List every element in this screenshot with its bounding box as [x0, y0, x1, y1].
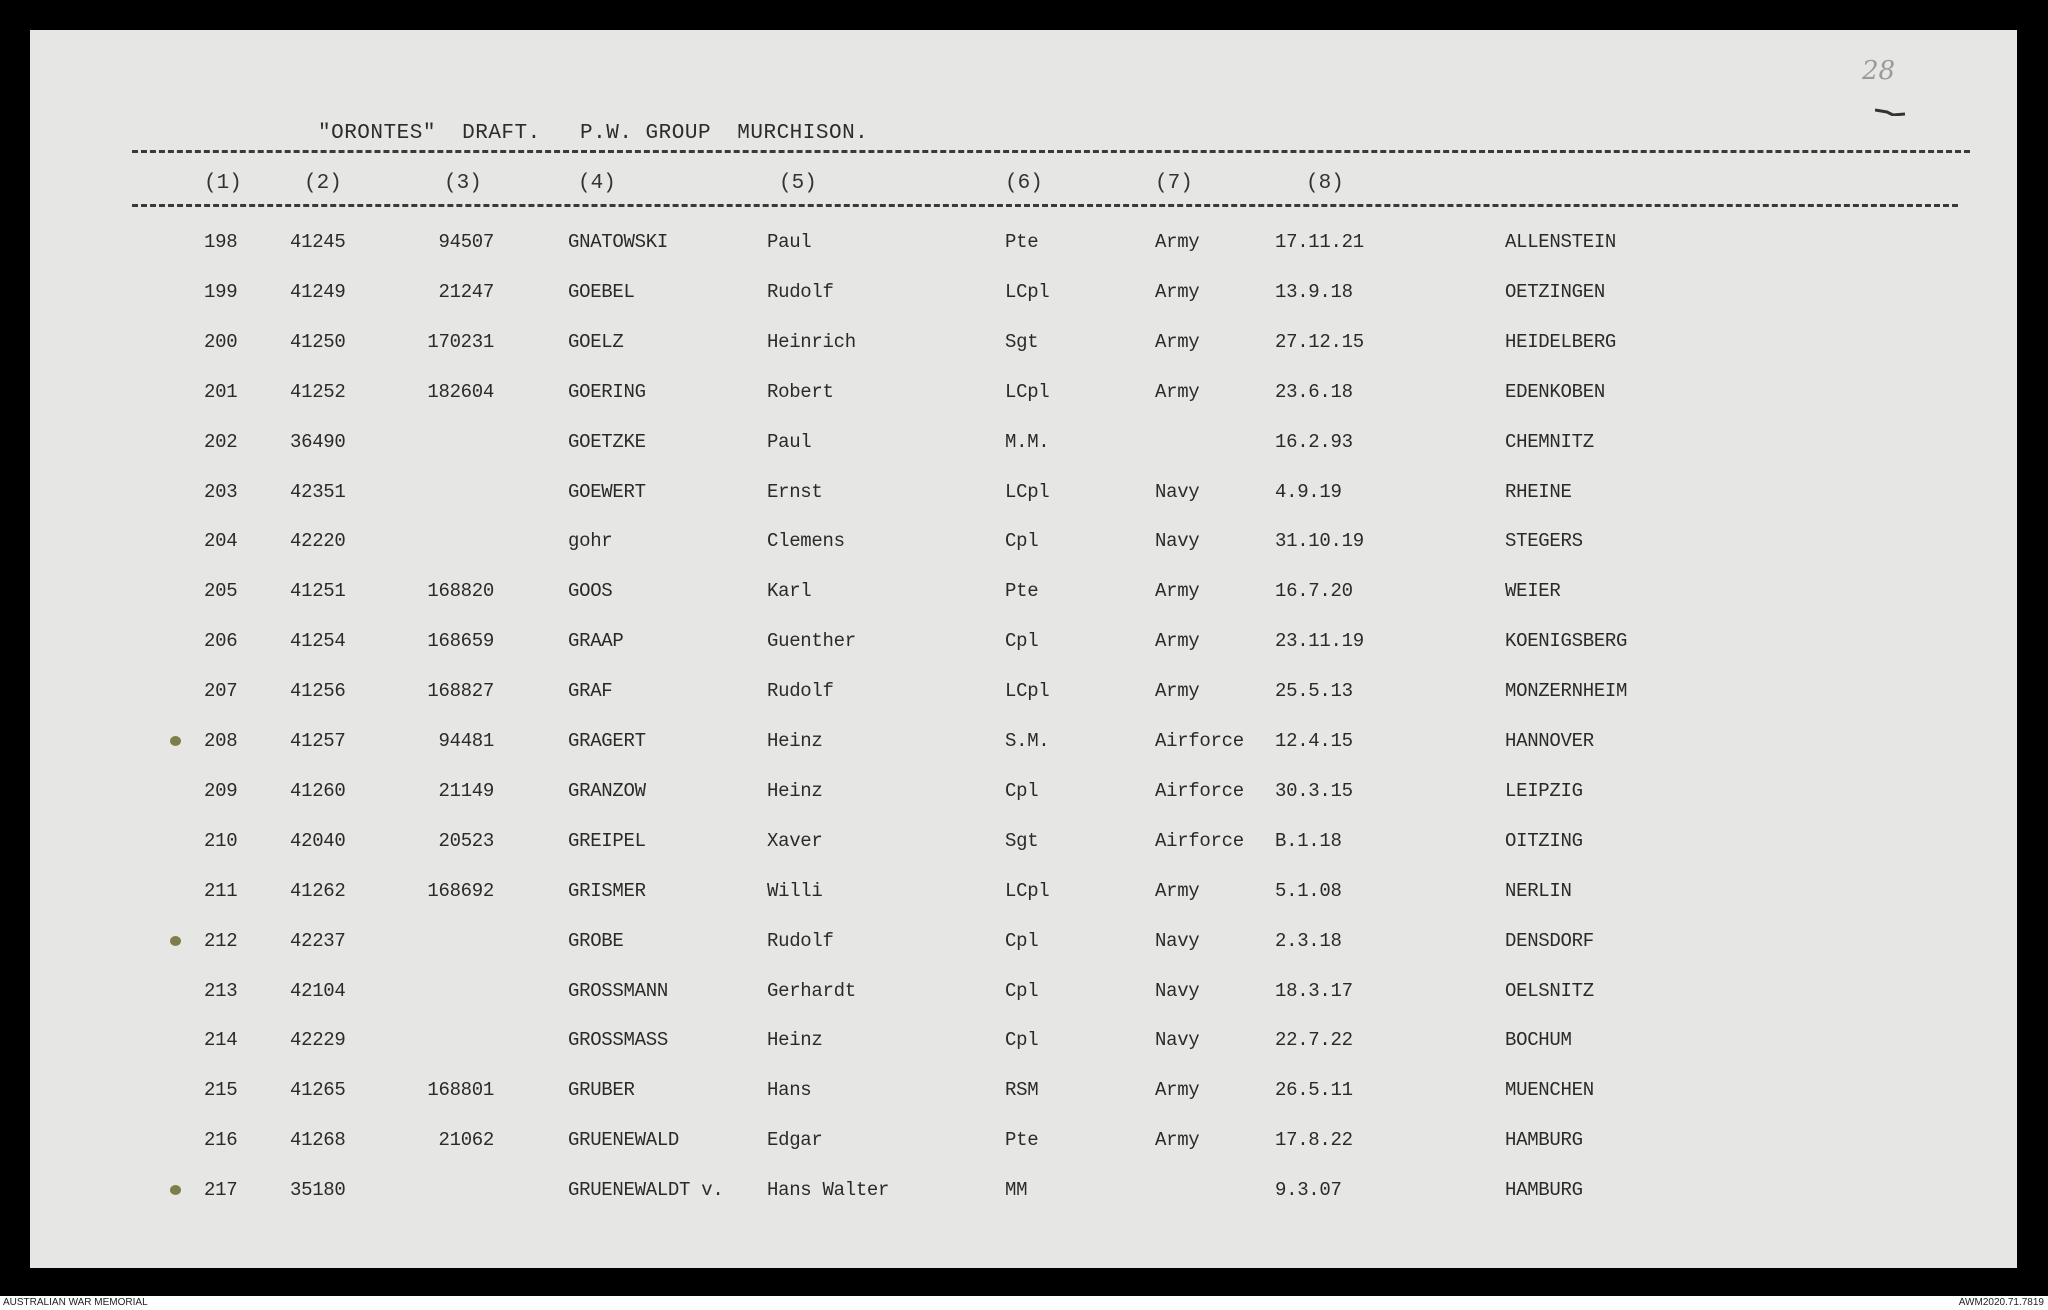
table-row — [0, 478, 2048, 518]
row-number-cell: 202 — [204, 430, 238, 453]
service-branch-cell: Army — [1155, 580, 1200, 603]
date-cell: 31.10.19 — [1275, 530, 1364, 553]
service-branch-cell: Navy — [1155, 979, 1200, 1002]
service-number-cell: 42351 — [290, 480, 346, 503]
rank-cell: MM — [1005, 1179, 1028, 1202]
army-number-cell: 21149 — [438, 779, 494, 802]
service-branch-cell: Navy — [1155, 530, 1200, 553]
place-cell: CHEMNITZ — [1505, 430, 1594, 453]
table-row — [0, 1076, 2048, 1116]
row-number-cell: 213 — [204, 979, 238, 1002]
date-cell: 22.7.22 — [1275, 1029, 1353, 1052]
service-branch-cell: Navy — [1155, 480, 1200, 503]
row-number-cell: 198 — [204, 231, 238, 253]
first-name-cell: Edgar — [767, 1129, 823, 1152]
marker-dot — [170, 936, 181, 946]
date-cell: 30.3.15 — [1275, 779, 1353, 802]
rank-cell: LCpl — [1005, 380, 1050, 403]
service-branch-cell: Army — [1155, 1079, 1200, 1102]
army-number-cell: 168692 — [427, 879, 494, 902]
column-header: (3) — [444, 172, 482, 195]
service-number-cell: 42229 — [290, 1029, 346, 1052]
surname-cell: GREIPEL — [568, 829, 646, 852]
date-cell: 4.9.19 — [1275, 480, 1342, 503]
army-number-cell: 168820 — [427, 580, 494, 603]
place-cell: MUENCHEN — [1505, 1079, 1594, 1102]
rank-cell: Pte — [1005, 1129, 1039, 1152]
header-rule — [132, 204, 1958, 207]
rank-cell: Cpl — [1005, 630, 1039, 653]
marker-dot — [170, 736, 181, 746]
row-number-cell: 208 — [204, 730, 238, 752]
footer — [0, 1296, 2048, 1310]
date-cell: 25.5.13 — [1275, 680, 1353, 703]
ink-mark — [1875, 108, 1905, 116]
surname-cell: gohr — [568, 530, 613, 553]
first-name-cell: Gerhardt — [767, 979, 856, 1002]
place-cell: HANNOVER — [1505, 730, 1594, 752]
first-name-cell: Heinz — [767, 730, 823, 752]
surname-cell: GRISMER — [568, 879, 646, 902]
column-header: (8) — [1306, 172, 1344, 195]
column-header: (4) — [578, 172, 616, 195]
service-number-cell: 41245 — [290, 231, 346, 253]
row-number-cell: 217 — [204, 1179, 238, 1202]
first-name-cell: Heinz — [767, 1029, 823, 1052]
date-cell: 16.2.93 — [1275, 430, 1353, 453]
army-number-cell: 21062 — [438, 1129, 494, 1152]
place-cell: OITZING — [1505, 829, 1583, 852]
date-cell: 18.3.17 — [1275, 979, 1353, 1002]
army-number-cell: 168827 — [427, 680, 494, 703]
service-branch-cell: Army — [1155, 280, 1200, 303]
date-cell: 13.9.18 — [1275, 280, 1353, 303]
row-number-cell: 214 — [204, 1029, 238, 1052]
service-number-cell: 41249 — [290, 280, 346, 303]
column-header: (1) — [204, 172, 242, 195]
row-number-cell: 209 — [204, 779, 238, 802]
service-number-cell: 41252 — [290, 380, 346, 403]
table-row — [0, 877, 2048, 917]
army-number-cell: 168801 — [427, 1079, 494, 1102]
rank-cell: Sgt — [1005, 829, 1039, 852]
first-name-cell: Hans Walter — [767, 1179, 890, 1202]
place-cell: KOENIGSBERG — [1505, 630, 1628, 653]
surname-cell: GRAGERT — [568, 730, 646, 752]
table-row — [0, 278, 2048, 318]
rank-cell: LCpl — [1005, 480, 1050, 503]
table-row — [0, 677, 2048, 717]
column-header: (2) — [304, 172, 342, 195]
row-number-cell: 215 — [204, 1079, 238, 1102]
rank-cell: S.M. — [1005, 730, 1050, 752]
army-number-cell: 170231 — [427, 330, 494, 353]
date-cell: 23.11.19 — [1275, 630, 1364, 653]
row-number-cell: 216 — [204, 1129, 238, 1152]
place-cell: RHEINE — [1505, 480, 1572, 503]
place-cell: EDENKOBEN — [1505, 380, 1605, 403]
service-number-cell: 42237 — [290, 929, 346, 952]
first-name-cell: Xaver — [767, 829, 823, 852]
document-title: "ORONTES" DRAFT. P.W. GROUP MURCHISON. — [318, 122, 869, 145]
top-rule — [132, 150, 1970, 153]
table-row — [0, 1126, 2048, 1166]
service-number-cell: 41268 — [290, 1129, 346, 1152]
service-number-cell: 41256 — [290, 680, 346, 703]
first-name-cell: Rudolf — [767, 680, 834, 703]
surname-cell: GOERING — [568, 380, 646, 403]
column-header: (5) — [779, 172, 817, 195]
row-number-cell: 212 — [204, 929, 238, 952]
surname-cell: GOETZKE — [568, 430, 646, 453]
table-row — [0, 228, 2048, 268]
rank-cell: LCpl — [1005, 280, 1050, 303]
surname-cell: GRUENEWALD — [568, 1129, 680, 1152]
surname-cell: GRAF — [568, 680, 613, 703]
place-cell: WEIER — [1505, 580, 1561, 603]
surname-cell: GROSSMANN — [568, 979, 668, 1002]
service-branch-cell: Army — [1155, 680, 1200, 703]
surname-cell: GRAAP — [568, 630, 624, 653]
first-name-cell: Karl — [767, 580, 812, 603]
row-number-cell: 210 — [204, 829, 238, 852]
service-number-cell: 41251 — [290, 580, 346, 603]
service-number-cell: 42040 — [290, 829, 346, 852]
footer-accession-number: AWM2020.71.7819 — [1958, 1297, 2044, 1308]
table-row — [0, 727, 2048, 767]
table-row — [0, 577, 2048, 617]
row-number-cell: 201 — [204, 380, 238, 403]
place-cell: HEIDELBERG — [1505, 330, 1617, 353]
service-branch-cell: Airforce — [1155, 779, 1244, 802]
first-name-cell: Rudolf — [767, 929, 834, 952]
table-row — [0, 927, 2048, 967]
service-number-cell: 41254 — [290, 630, 346, 653]
surname-cell: GNATOWSKI — [568, 231, 668, 253]
surname-cell: GRANZOW — [568, 779, 646, 802]
place-cell: HAMBURG — [1505, 1179, 1583, 1202]
date-cell: 5.1.08 — [1275, 879, 1342, 902]
handwritten-page-number: 28 — [1862, 56, 1896, 86]
surname-cell: GOEWERT — [568, 480, 646, 503]
service-branch-cell: Army — [1155, 231, 1200, 253]
surname-cell: GROBE — [568, 929, 624, 952]
table-row — [0, 1176, 2048, 1216]
service-branch-cell: Army — [1155, 879, 1200, 902]
service-branch-cell: Army — [1155, 330, 1200, 353]
service-branch-cell: Army — [1155, 1129, 1200, 1152]
first-name-cell: Clemens — [767, 530, 845, 553]
date-cell: 23.6.18 — [1275, 380, 1353, 403]
first-name-cell: Paul — [767, 231, 812, 253]
rank-cell: Cpl — [1005, 1029, 1039, 1052]
row-number-cell: 200 — [204, 330, 238, 353]
place-cell: STEGERS — [1505, 530, 1583, 553]
service-number-cell: 36490 — [290, 430, 346, 453]
service-branch-cell: Navy — [1155, 1029, 1200, 1052]
army-number-cell: 21247 — [438, 280, 494, 303]
row-number-cell: 205 — [204, 580, 238, 603]
table-row — [0, 977, 2048, 1017]
row-number-cell: 204 — [204, 530, 238, 553]
surname-cell: GOOS — [568, 580, 613, 603]
rank-cell: M.M. — [1005, 430, 1050, 453]
first-name-cell: Paul — [767, 430, 812, 453]
service-number-cell: 42220 — [290, 530, 346, 553]
column-header: (7) — [1155, 172, 1193, 195]
first-name-cell: Rudolf — [767, 280, 834, 303]
service-number-cell: 35180 — [290, 1179, 346, 1202]
place-cell: MONZERNHEIM — [1505, 680, 1628, 703]
row-number-cell: 206 — [204, 630, 238, 653]
table-row — [0, 428, 2048, 468]
table-row — [0, 777, 2048, 817]
row-number-cell: 207 — [204, 680, 238, 703]
army-number-cell: 94507 — [438, 231, 494, 253]
first-name-cell: Ernst — [767, 480, 823, 503]
service-number-cell: 41257 — [290, 730, 346, 752]
rank-cell: Cpl — [1005, 779, 1039, 802]
surname-cell: GOEBEL — [568, 280, 635, 303]
service-number-cell: 41265 — [290, 1079, 346, 1102]
column-header: (6) — [1005, 172, 1043, 195]
date-cell: 17.8.22 — [1275, 1129, 1353, 1152]
surname-cell: GRUBER — [568, 1079, 635, 1102]
rank-cell: RSM — [1005, 1079, 1039, 1102]
service-number-cell: 41260 — [290, 779, 346, 802]
service-branch-cell: Navy — [1155, 929, 1200, 952]
rank-cell: Cpl — [1005, 979, 1039, 1002]
date-cell: 17.11.21 — [1275, 231, 1364, 253]
first-name-cell: Willi — [767, 879, 823, 902]
surname-cell: GOELZ — [568, 330, 624, 353]
date-cell: 16.7.20 — [1275, 580, 1353, 603]
date-cell: 27.12.15 — [1275, 330, 1364, 353]
table-row — [0, 328, 2048, 368]
army-number-cell: 20523 — [438, 829, 494, 852]
first-name-cell: Heinrich — [767, 330, 856, 353]
date-cell: 12.4.15 — [1275, 730, 1353, 752]
place-cell: ALLENSTEIN — [1505, 231, 1617, 253]
row-number-cell: 203 — [204, 480, 238, 503]
row-number-cell: 211 — [204, 879, 238, 902]
service-number-cell: 41250 — [290, 330, 346, 353]
rank-cell: Sgt — [1005, 330, 1039, 353]
rank-cell: Cpl — [1005, 929, 1039, 952]
date-cell: 9.3.07 — [1275, 1179, 1342, 1202]
place-cell: LEIPZIG — [1505, 779, 1583, 802]
place-cell: OELSNITZ — [1505, 979, 1594, 1002]
table-row — [0, 827, 2048, 867]
rank-cell: LCpl — [1005, 879, 1050, 902]
date-cell: 2.3.18 — [1275, 929, 1342, 952]
service-branch-cell: Airforce — [1155, 730, 1244, 752]
service-branch-cell: Airforce — [1155, 829, 1244, 852]
first-name-cell: Robert — [767, 380, 834, 403]
rank-cell: Pte — [1005, 231, 1039, 253]
service-number-cell: 41262 — [290, 879, 346, 902]
first-name-cell: Hans — [767, 1079, 812, 1102]
place-cell: HAMBURG — [1505, 1129, 1583, 1152]
place-cell: DENSDORF — [1505, 929, 1594, 952]
first-name-cell: Guenther — [767, 630, 856, 653]
row-number-cell: 199 — [204, 280, 238, 303]
date-cell: B.1.18 — [1275, 829, 1342, 852]
table-row — [0, 1026, 2048, 1066]
first-name-cell: Heinz — [767, 779, 823, 802]
army-number-cell: 168659 — [427, 630, 494, 653]
place-cell: NERLIN — [1505, 879, 1572, 902]
army-number-cell: 182604 — [427, 380, 494, 403]
place-cell: BOCHUM — [1505, 1029, 1572, 1052]
marker-dot — [170, 1185, 181, 1195]
service-number-cell: 42104 — [290, 979, 346, 1002]
service-branch-cell: Army — [1155, 380, 1200, 403]
surname-cell: GROSSMASS — [568, 1029, 668, 1052]
date-cell: 26.5.11 — [1275, 1079, 1353, 1102]
table-row — [0, 378, 2048, 418]
place-cell: OETZINGEN — [1505, 280, 1605, 303]
service-branch-cell: Army — [1155, 630, 1200, 653]
army-number-cell: 94481 — [438, 730, 494, 752]
surname-cell: GRUENEWALDT v. — [568, 1179, 724, 1202]
rank-cell: Pte — [1005, 580, 1039, 603]
rank-cell: LCpl — [1005, 680, 1050, 703]
table-row — [0, 527, 2048, 567]
rank-cell: Cpl — [1005, 530, 1039, 553]
footer-institution: AUSTRALIAN WAR MEMORIAL — [3, 1297, 148, 1308]
table-row — [0, 627, 2048, 667]
